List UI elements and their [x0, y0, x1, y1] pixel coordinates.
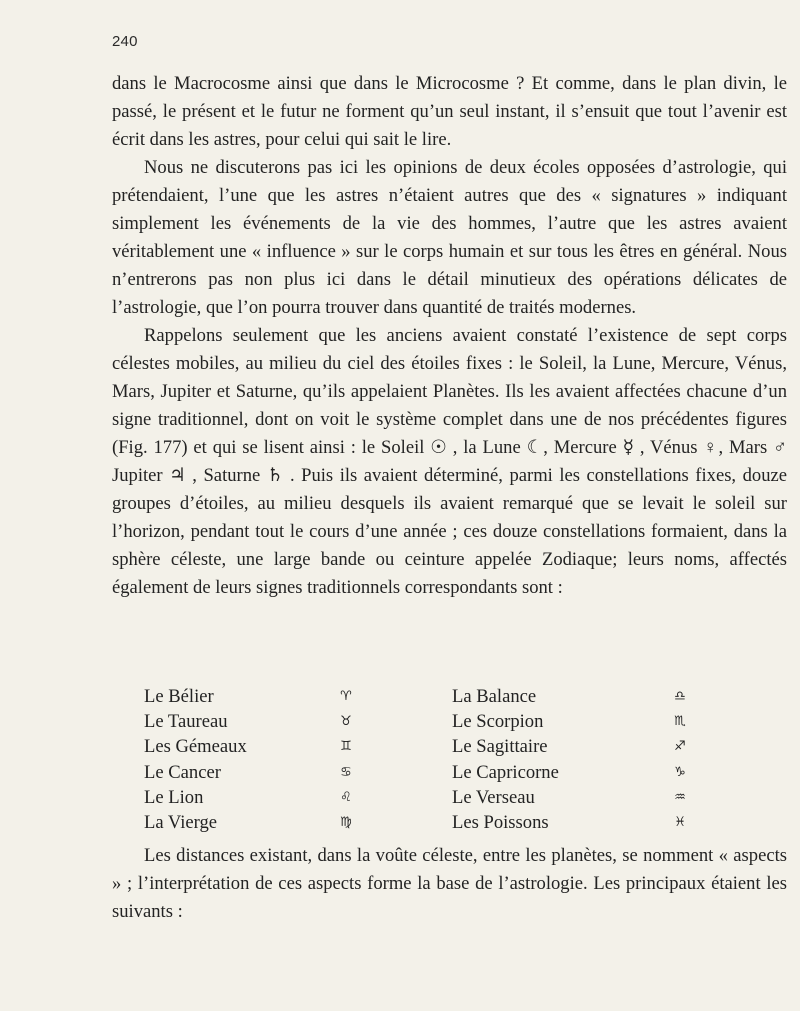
zodiac-name: Le Scorpion [452, 711, 544, 733]
zodiac-name: Les Gémeaux [144, 736, 247, 758]
sagittarius-sign-icon: ♐ [674, 739, 686, 755]
zodiac-name: Le Cancer [144, 761, 221, 783]
zodiac-name: Le Bélier [144, 686, 214, 707]
zodiac-row [144, 684, 764, 709]
page-number: 240 [112, 33, 138, 50]
zodiac-name: Les Poissons [452, 811, 549, 833]
body-text [112, 70, 787, 602]
zodiac-row [144, 709, 764, 734]
leo-sign-icon: ♌ [340, 789, 352, 805]
zodiac-name: Le Sagittaire [452, 736, 548, 758]
zodiac-row [144, 734, 764, 759]
zodiac-name: Le Lion [144, 786, 204, 808]
cancer-sign-icon: ♋ [340, 764, 352, 780]
closing-text [112, 842, 787, 926]
aquarius-sign-icon: ♒ [674, 789, 686, 805]
pisces-sign-icon: ♓ [674, 814, 686, 830]
zodiac-name: Le Capricorne [452, 761, 559, 783]
zodiac-name: La Balance [452, 686, 537, 707]
gemini-sign-icon: ♊ [340, 739, 352, 755]
zodiac-row [144, 810, 764, 835]
paragraph-1: dans le Macrocosme ainsi que dans le Microcosme ? Et comme, dans le plan divin, le passé, le présent et le futur ne forment qu’un seul instant, il s’ensuit que tout l’avenir est écrit dans les astres, pour celui qui sait le lire. [112, 73, 787, 150]
closing-paragraph: Les distances existant, dans la voûte céleste, entre les planètes, se nomment « aspects » ; l’interprétation de ces aspects forme la base de l’astrologie. Les principaux étaient les suivants : [112, 845, 787, 922]
scorpio-sign-icon: ♏ [674, 714, 686, 730]
zodiac-name: Le Verseau [452, 786, 535, 808]
zodiac-name: Le Taureau [144, 711, 228, 733]
capricorn-sign-icon: ♑ [674, 764, 686, 780]
zodiac-table [144, 684, 764, 835]
paragraph-2: Nous ne discuterons pas ici les opinions de deux écoles opposées d’astrologie, qui prétendaient, l’une que les astres n’étaient autres que des « signatures » indiquant simplement les événements de la vie des hommes, l’autre que les astres avaient véritablement une « influence » sur le corps humain et sur tous les êtres en général. Nous n’entrerons pas non plus ici dans le détail minutieux des opérations délicates de l’astrologie, que l’on pourra trouver dans quantité de traités modernes. [112, 157, 787, 318]
zodiac-name: La Vierge [144, 811, 218, 833]
libra-sign-icon: ♎ [674, 689, 686, 704]
aries-sign-icon: ♈ [340, 689, 352, 704]
zodiac-row [144, 760, 764, 785]
virgo-sign-icon: ♍ [340, 814, 352, 830]
paragraph-3: Rappelons seulement que les anciens avaient constaté l’existence de sept corps célestes mobiles, au milieu du ciel des étoiles fixes : le Soleil, la Lune, Mercure, Vénus, Mars, Jupiter et Saturne, qu’ils appelaient Planètes. Ils les avaient affectées chacune d’un signe traditionnel, dont on voit le système complet dans une de nos précédentes figures (Fig. 177) et qui se lisent ainsi : le Soleil ☉ , la Lune ☾, Mercure ☿ , Vénus ♀, Mars ♂ Jupiter ♃ , Saturne ♄ . Puis ils avaient déterminé, parmi les constellations fixes, douze groupes d’étoiles, au milieu desquels ils avaient remarqué que se levait le soleil sur l’horizon, pendant tout le cours d’une année ; ces douze constellations formaient, dans la sphère céleste, une large bande ou ceinture appelée Zodiaque; leurs noms, affectés également de leurs signes traditionnels correspondants sont : [112, 325, 787, 598]
taurus-sign-icon: ♉ [340, 714, 352, 730]
zodiac-row [144, 785, 764, 810]
